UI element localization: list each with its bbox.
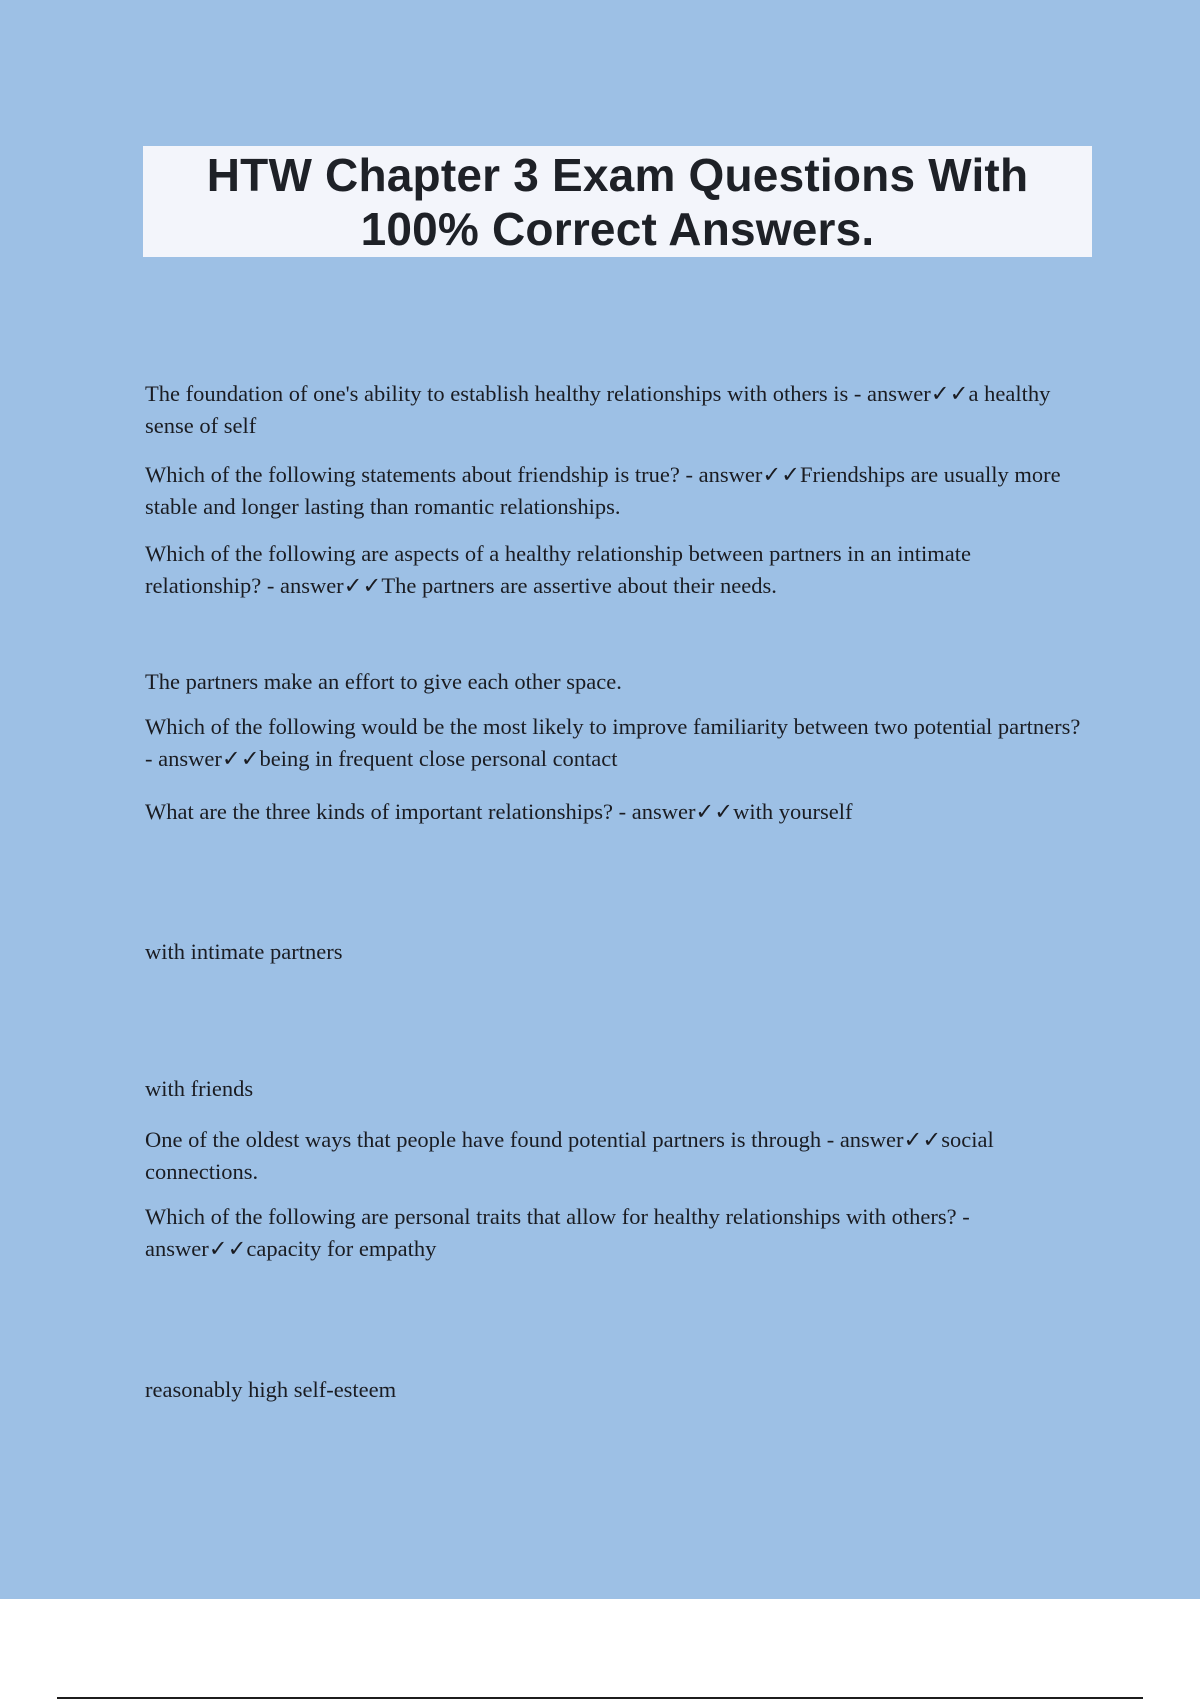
qa-paragraph-1: The foundation of one's ability to establish healthy relationships with others is - answer✓✓a healthy sense of self xyxy=(145,381,1051,438)
qa-paragraph-3: Which of the following are aspects of a healthy relationship between partners in an intimate relationship? - answer✓✓The partners are assertive about their needs. xyxy=(145,541,971,598)
document-title xyxy=(207,148,1029,256)
qa-paragraph-2: Which of the following statements about friendship is true? - answer✓✓Friendships are usually more stable and longer lasting than romantic relationships. xyxy=(145,462,1061,519)
qa-paragraph-9: One of the oldest ways that people have found potential partners is through - answer✓✓social connections. xyxy=(145,1127,994,1184)
qa-paragraph-6: What are the three kinds of important relationships? - answer✓✓with yourself xyxy=(145,799,853,824)
title-banner xyxy=(143,146,1092,257)
title-line-1: HTW Chapter 3 Exam Questions With xyxy=(206,148,1029,201)
qa-paragraph-4: The partners make an effort to give each other space. xyxy=(145,669,622,694)
footer-divider xyxy=(57,1697,1143,1699)
title-line-2: 100% Correct Answers. xyxy=(360,202,875,255)
qa-paragraph-5: Which of the following would be the most likely to improve familiarity between two potential partners? - answer✓✓being in frequent close personal contact xyxy=(145,714,1081,771)
qa-paragraph-7: with intimate partners xyxy=(145,939,343,964)
qa-paragraph-8: with friends xyxy=(145,1076,254,1101)
qa-paragraph-10: Which of the following are personal traits that allow for healthy relationships with others? - answer✓✓capacity for empathy xyxy=(145,1204,970,1261)
qa-paragraph-11: reasonably high self-esteem xyxy=(145,1377,397,1402)
